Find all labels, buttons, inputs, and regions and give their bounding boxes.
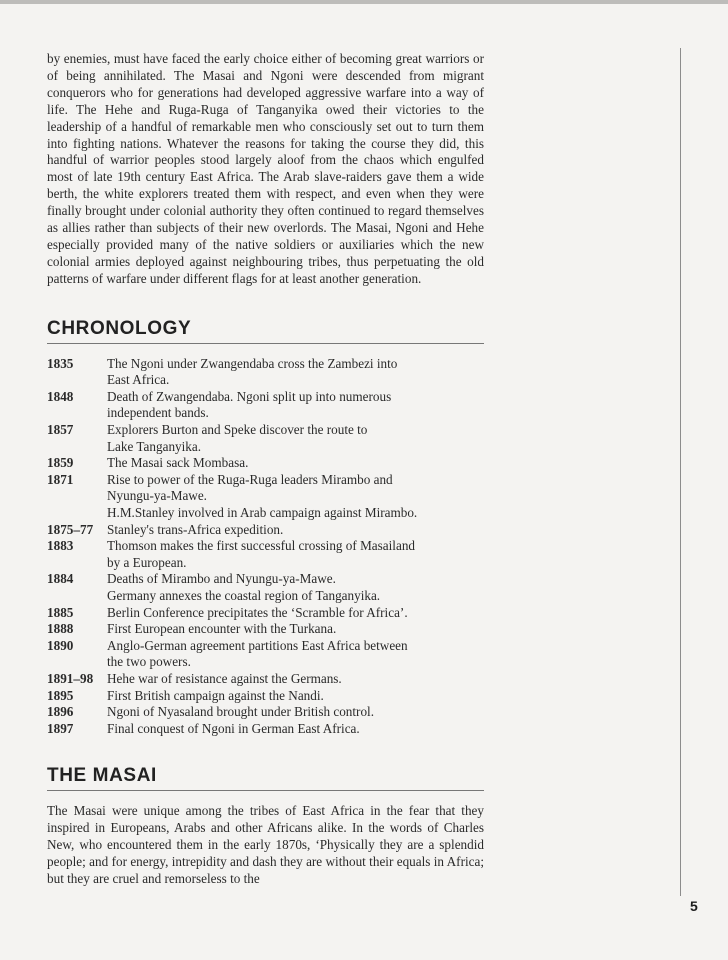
chronology-year: 1875–77 xyxy=(47,521,94,537)
chronology-entry xyxy=(47,455,484,472)
chronology-entry xyxy=(47,389,484,422)
chronology-text xyxy=(107,356,484,389)
chronology-entry xyxy=(47,538,484,571)
chronology-text xyxy=(107,721,484,738)
chronology-entry xyxy=(47,671,484,688)
masai-heading: THE MASAI xyxy=(47,765,484,791)
chronology-line: First European encounter with the Turkana. xyxy=(107,621,337,637)
chronology-line: by a European. xyxy=(107,554,187,570)
chronology-entry xyxy=(47,571,484,604)
page-top-edge xyxy=(0,0,728,4)
chronology-line: Stanley's trans-Africa expedition. xyxy=(107,521,284,537)
chronology-entry xyxy=(47,638,484,671)
chronology-year: 1895 xyxy=(47,687,74,703)
chronology-year: 1848 xyxy=(47,388,74,404)
chronology-text xyxy=(107,605,484,622)
chronology-year: 1885 xyxy=(47,604,74,620)
chronology-line: Lake Tanganyika. xyxy=(107,438,202,454)
chronology-line: Nyungu-ya-Mawe. xyxy=(107,488,207,504)
chronology-line: Thomson makes the first successful crossing of Masailand xyxy=(107,538,416,554)
masai-paragraph: The Masai were unique among the tribes of East Africa in the fear that they inspired in Europeans, Arabs and other Africans alike. In the words of Charles New, who encountered them in the early 1870s, ‘Physically they are a splendid people; and for energy, intrepidity and dash they are without their equals in Africa; but they are cruel and remorseless to the xyxy=(47,803,484,886)
chronology-line: Explorers Burton and Speke discover the route to xyxy=(107,422,368,438)
intro-paragraph: by enemies, must have faced the early choice either of becoming great warriors or of being annihilated. The Masai and Ngoni were descended from migrant conquerors who for generations had developed aggressive warfare into a way of life. The Hehe and Ruga-Ruga of Tanganyika owed their victories to the leadership of a handful of remarkable men who consciously set out to turn them into fighting nations. Whatever the reasons for taking the course they did, this handful of warrior peoples stood largely aloof from the chaos which engulfed most of late 19th century East Africa. The Arab slave-raiders gave them a wide berth, the white explorers treated them with respect, and even when they were finally brought under colonial authority they often continued to regard themselves as allies rather than subjects of their new overlords. The Masai, Ngoni and Hehe especially provided many of the native soldiers or auxiliaries which the new colonial armies deployed against neighbouring tribes, thus perpetuating the old patterns of warfare under different flags for at least another generation. xyxy=(47,51,484,286)
chronology-year: 1859 xyxy=(47,455,74,471)
chronology-line: Death of Zwangendaba. Ngoni split up into numerous xyxy=(107,388,392,404)
chronology-year: 1897 xyxy=(47,720,74,736)
chronology-line: Final conquest of Ngoni in German East Africa. xyxy=(107,720,360,736)
chronology-text xyxy=(107,538,484,571)
chronology-entry xyxy=(47,422,484,455)
chronology-line: First British campaign against the Nandi. xyxy=(107,687,324,703)
chronology-line: Rise to power of the Ruga-Ruga leaders Mirambo and xyxy=(107,471,393,487)
chronology-year: 1835 xyxy=(47,355,74,371)
chronology-entry xyxy=(47,356,484,389)
chronology-line: Ngoni of Nyasaland brought under British control. xyxy=(107,704,375,720)
chronology-text xyxy=(107,688,484,705)
chronology-text xyxy=(107,671,484,688)
margin-rule xyxy=(680,48,681,896)
chronology-entry xyxy=(47,522,484,539)
chronology-list xyxy=(47,356,484,738)
chronology-text xyxy=(107,472,484,522)
chronology-entry xyxy=(47,704,484,721)
chronology-line: East Africa. xyxy=(107,372,170,388)
chronology-entry xyxy=(47,688,484,705)
chronology-text xyxy=(107,621,484,638)
chronology-line: Hehe war of resistance against the Germans. xyxy=(107,670,342,686)
page-number: 5 xyxy=(690,898,698,914)
chronology-year: 1883 xyxy=(47,538,74,554)
chronology-line: the two powers. xyxy=(107,654,191,670)
chronology-line: H.M.Stanley involved in Arab campaign against Mirambo. xyxy=(107,505,418,521)
chronology-text xyxy=(107,571,484,604)
chronology-text xyxy=(107,455,484,472)
chronology-text xyxy=(107,389,484,422)
chronology-line: The Ngoni under Zwangendaba cross the Zambezi into xyxy=(107,355,398,371)
chronology-line: independent bands. xyxy=(107,405,209,421)
chronology-year: 1891–98 xyxy=(47,670,94,686)
chronology-year: 1888 xyxy=(47,621,74,637)
chronology-year: 1871 xyxy=(47,471,74,487)
chronology-line: Germany annexes the coastal region of Tanganyika. xyxy=(107,588,381,603)
chronology-entry xyxy=(47,472,484,522)
chronology-line: Anglo-German agreement partitions East Africa between xyxy=(107,637,408,653)
chronology-line: The Masai sack Mombasa. xyxy=(107,455,249,471)
chronology-entry xyxy=(47,621,484,638)
chronology-entry xyxy=(47,605,484,622)
chronology-line: Deaths of Mirambo and Nyungu-ya-Mawe. xyxy=(107,571,336,587)
chronology-year: 1884 xyxy=(47,571,74,587)
chronology-text xyxy=(107,704,484,721)
chronology-year: 1896 xyxy=(47,704,74,720)
chronology-heading: CHRONOLOGY xyxy=(47,318,484,344)
chronology-year: 1857 xyxy=(47,422,74,438)
text-column xyxy=(47,51,484,888)
chronology-text xyxy=(107,638,484,671)
chronology-text xyxy=(107,522,484,539)
chronology-entry xyxy=(47,721,484,738)
chronology-text xyxy=(107,422,484,455)
chronology-line: Berlin Conference precipitates the ‘Scramble for Africa’. xyxy=(107,604,408,620)
chronology-year: 1890 xyxy=(47,637,74,653)
